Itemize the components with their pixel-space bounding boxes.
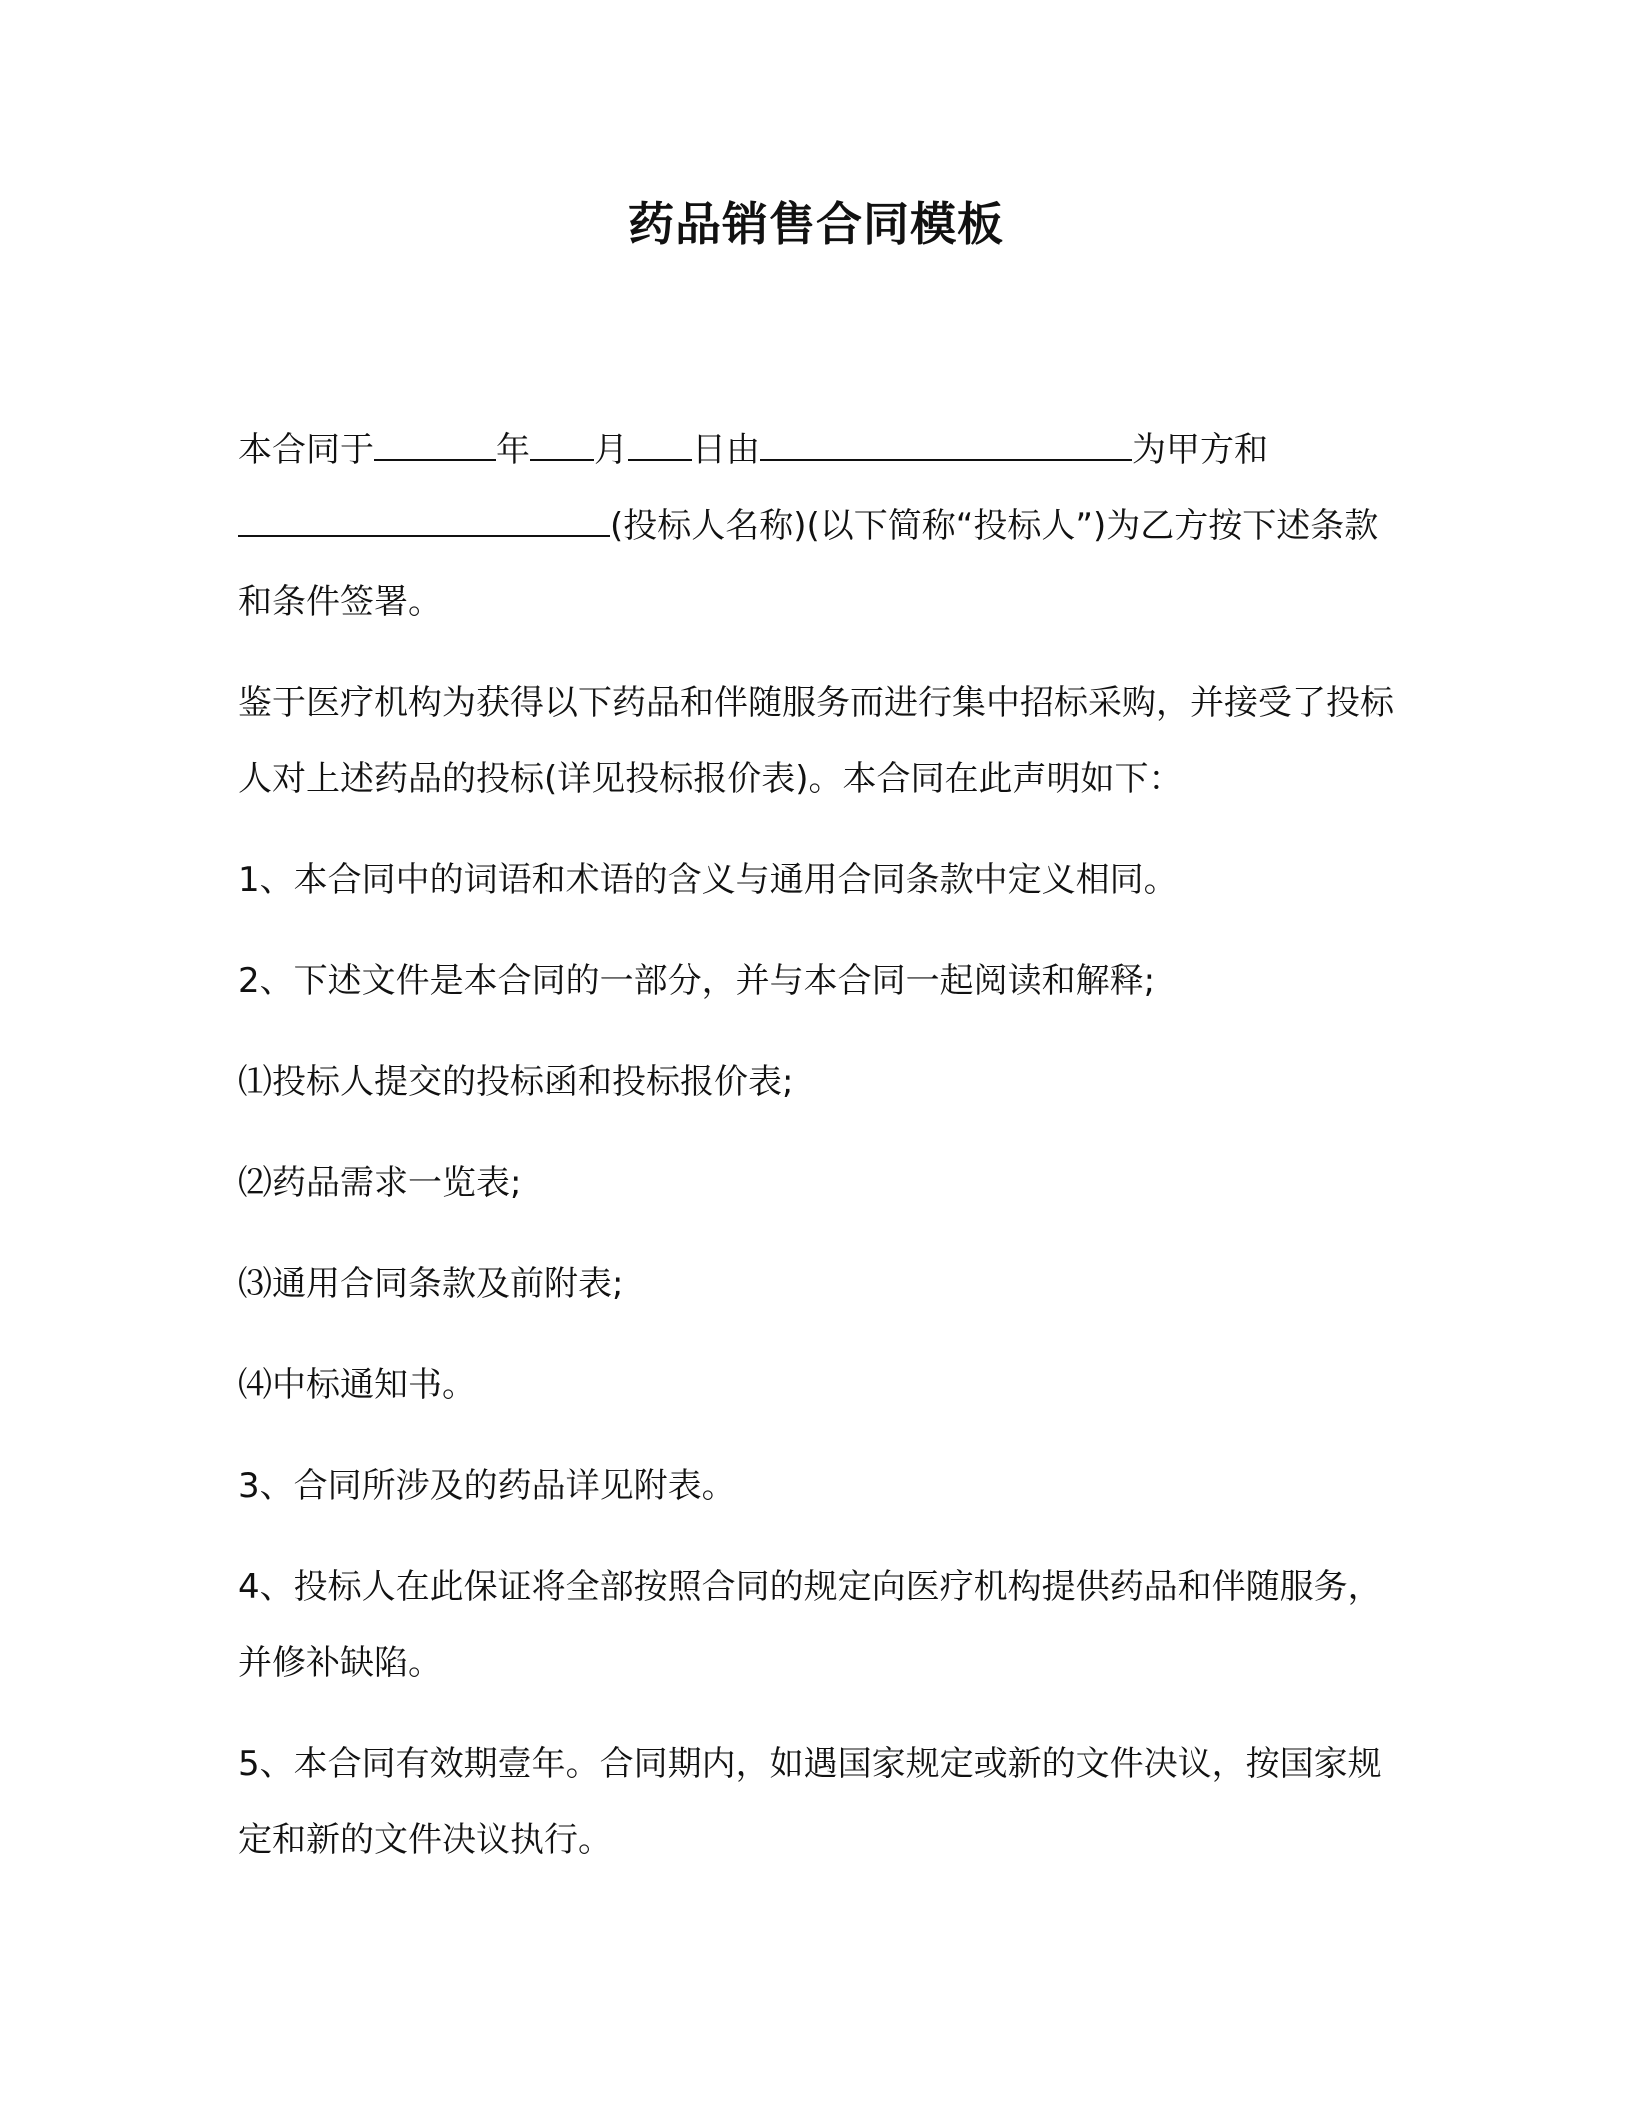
year-label: 年 — [496, 430, 530, 470]
day-blank — [628, 428, 692, 461]
intro-prefix: 本合同于 — [238, 430, 374, 470]
clause-1: 1、本合同中的词语和术语的含义与通用合同条款中定义相同。 — [238, 860, 1178, 900]
clause-5: 5、本合同有效期壹年。合同期内，如遇国家规定或新的文件决议，按国家规定和新的文件决议执行。 — [238, 1744, 1382, 1860]
day-label: 日由 — [692, 430, 760, 470]
month-blank — [530, 428, 594, 461]
year-blank — [374, 428, 496, 461]
clause-2-item-4: ⑷中标通知书。 — [238, 1365, 476, 1405]
party-a-label: 为甲方和 — [1132, 430, 1268, 470]
intro-paragraph — [238, 412, 1398, 640]
party-b-label: (投标人名称)(以下简称“投标人”)为乙方按下述条款和条件签署。 — [238, 506, 1379, 622]
month-label: 月 — [594, 430, 628, 470]
document-body — [238, 412, 1398, 1878]
party-b-blank — [238, 504, 610, 537]
whereas-paragraph: 鉴于医疗机构为获得以下药品和伴随服务而进行集中招标采购，并接受了投标人对上述药品的投标(详见投标报价表)。本合同在此声明如下： — [238, 683, 1394, 799]
document-title: 药品销售合同模板 — [628, 197, 1004, 251]
clause-4: 4、投标人在此保证将全部按照合同的规定向医疗机构提供药品和伴随服务，并修补缺陷。 — [238, 1567, 1382, 1683]
clause-2-item-1: ⑴投标人提交的投标函和投标报价表; — [238, 1062, 794, 1102]
clause-2: 2、下述文件是本合同的一部分，并与本合同一起阅读和解释; — [238, 961, 1156, 1001]
clause-2-item-3: ⑶通用合同条款及前附表; — [238, 1264, 624, 1304]
clause-3: 3、合同所涉及的药品详见附表。 — [238, 1466, 736, 1506]
clause-2-item-2: ⑵药品需求一览表; — [238, 1163, 522, 1203]
party-a-blank — [760, 428, 1132, 461]
